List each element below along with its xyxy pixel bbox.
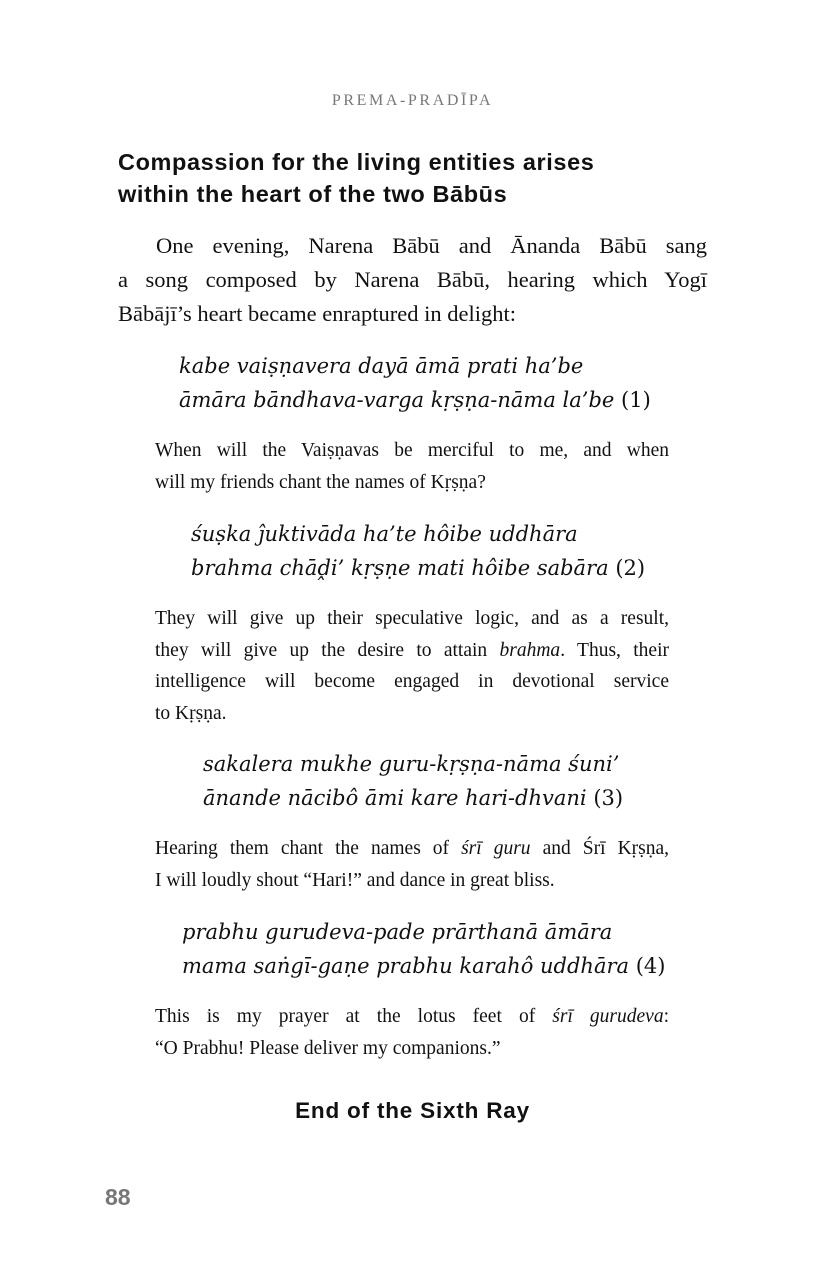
- term-italic: brahma: [499, 639, 561, 661]
- verse-line: mama saṅgī-gaṇe prabhu karahô uddhāra: [182, 954, 630, 978]
- verse-line: ānande nācibô āmi kare hari-dhvani: [203, 786, 587, 810]
- section-heading-line: Compassion for the living entities arises: [118, 149, 595, 175]
- intro-line: One evening, Narena Bābū and Ānanda Bābū sang: [156, 233, 707, 258]
- translation-line: Hearing them chant the names of śrī guru and Śrī Kṛṣṇa,: [155, 838, 670, 859]
- term-italic: śrī guru: [461, 838, 531, 859]
- translation-line: to Kṛṣṇa.: [155, 702, 227, 724]
- translation-line: They will give up their speculative logic, and as a result,: [155, 608, 669, 629]
- page-number: 88: [105, 1184, 131, 1210]
- translation-line: will my friends chant the names of Kṛṣṇa?: [155, 471, 486, 493]
- intro-paragraph: [118, 229, 707, 331]
- running-head: PREMA-PRADĪPA: [331, 92, 494, 109]
- verse-3: [203, 747, 623, 815]
- end-of-chapter-heading: End of the Sixth Ray: [295, 1098, 530, 1123]
- translation-line: This is my prayer at the lotus feet of śrī gurudeva:: [155, 1006, 669, 1027]
- translation-line: I will loudly shout “Hari!” and dance in great bliss.: [155, 869, 555, 891]
- verse-line: prabhu gurudeva-pade prārthanā āmāra: [182, 920, 613, 944]
- verse-3-translation: [155, 833, 669, 896]
- translation-line: “O Prabhu! Please deliver my companions.”: [155, 1037, 501, 1059]
- verse-line: āmāra bāndhava-varga kṛṣṇa-nāma la’be: [179, 388, 615, 412]
- intro-line: a song composed by Narena Bābū, hearing which Yogī: [118, 267, 707, 292]
- section-heading: [118, 146, 718, 210]
- verse-number: (4): [635, 954, 666, 978]
- verse-1-translation: [155, 435, 669, 498]
- section-heading-line: within the heart of the two Bābūs: [118, 181, 508, 207]
- verse-4: [182, 915, 665, 983]
- intro-line: Bābājī’s heart became enraptured in delight:: [118, 301, 516, 326]
- verse-number: (1): [621, 388, 651, 412]
- verse-line: kabe vaiṣṇavera dayā āmā prati ha’be: [179, 354, 584, 378]
- translation-line: intelligence will become engaged in devotional service: [155, 671, 669, 692]
- verse-number: (3): [593, 786, 624, 810]
- verse-2: [191, 517, 645, 585]
- term-italic: śrī gurudeva: [552, 1006, 664, 1027]
- verse-1: [179, 349, 651, 417]
- verse-number: (2): [615, 556, 646, 580]
- verse-line: sakalera mukhe guru-kṛṣṇa-nāma śuni’: [203, 752, 620, 776]
- verse-4-translation: [155, 1001, 669, 1064]
- verse-line: brahma chāḓi’ kṛṣṇe mati hôibe sabāra: [191, 556, 609, 580]
- translation-line: When will the Vaiṣṇavas be merciful to me, and when: [155, 440, 669, 461]
- verse-line: śuṣka ĵuktivāda ha’te hôibe uddhāra: [191, 522, 578, 546]
- verse-2-translation: [155, 603, 669, 729]
- translation-line: they will give up the desire to attain brahma. Thus, their: [155, 639, 669, 661]
